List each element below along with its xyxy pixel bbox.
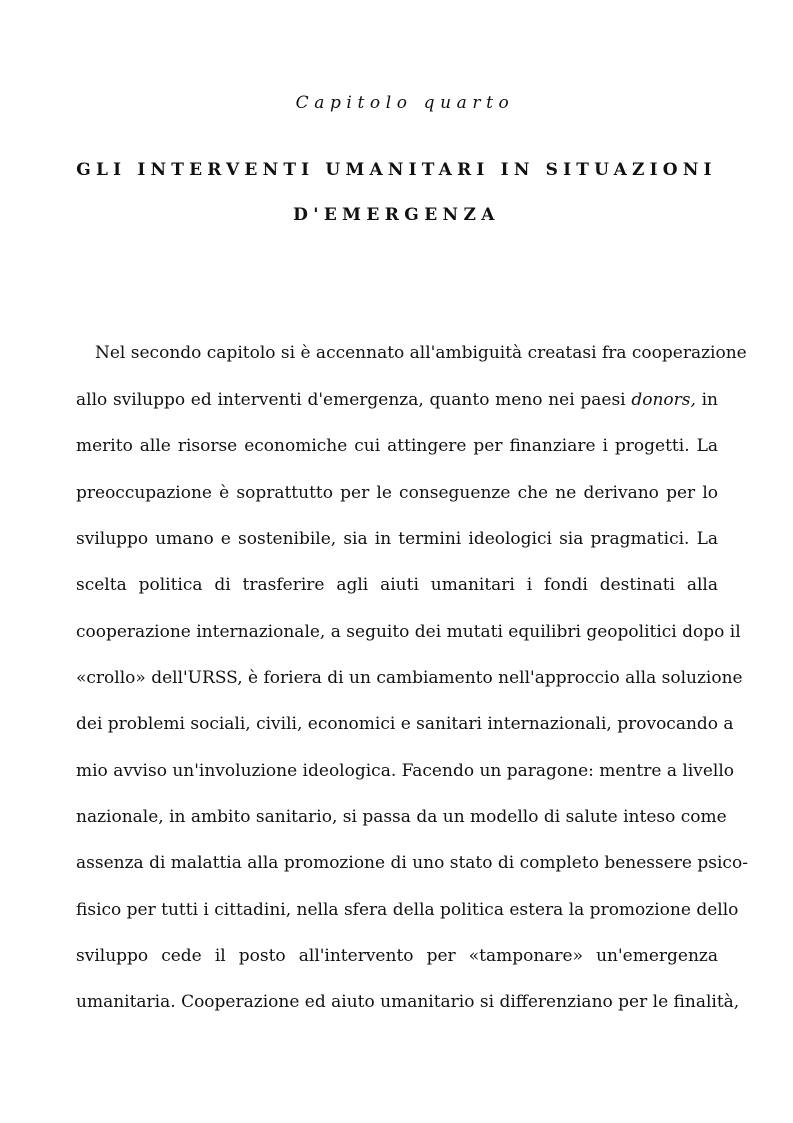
- body-line: mio avviso un'involuzione ideologica. Facendo un paragone: mentre a livello: [76, 761, 735, 781]
- body-line: «crollo» dell'URSS, è foriera di un cambiamento nell'approccio alla soluzione: [76, 668, 743, 688]
- body-line: Nel secondo capitolo si è accennato all'ambiguità creatasi fra cooperazione: [95, 343, 747, 363]
- body-line: fisico per tutti i cittadini, nella sfera della politica estera la promozione dello: [76, 900, 739, 920]
- chapter-title-line-2: D'EMERGENZA: [293, 205, 500, 225]
- body-line: sviluppo umano e sostenibile, sia in termini ideologici sia pragmatici. La: [76, 529, 718, 549]
- chapter-label: Capitolo quarto: [295, 93, 515, 113]
- chapter-title-line-1: GLI INTERVENTI UMANITARI IN SITUAZIONI: [76, 160, 717, 180]
- body-line: nazionale, in ambito sanitario, si passa da un modello di salute inteso come: [76, 807, 727, 827]
- body-line: merito alle risorse economiche cui attingere per finanziare i progetti. La: [76, 436, 718, 456]
- body-line: [76, 389, 718, 411]
- body-line: umanitaria. Cooperazione ed aiuto umanitario si differenziano per le finalità,: [76, 992, 740, 1012]
- body-line-text: allo sviluppo ed interventi d'emergenza, quanto meno nei paesi: [76, 390, 626, 410]
- body-line: assenza di malattia alla promozione di uno stato di completo benessere psico-: [76, 853, 748, 873]
- body-line: dei problemi sociali, civili, economici e sanitari internazionali, provocando a: [76, 714, 734, 734]
- body-line: preoccupazione è soprattutto per le conseguenze che ne derivano per lo: [76, 483, 718, 503]
- body-line: sviluppo cede il posto all'intervento per «tamponare» un'emergenza: [76, 946, 718, 966]
- body-line: scelta politica di trasferire agli aiuti umanitari i fondi destinati alla: [76, 575, 718, 595]
- body-line-text: in: [701, 390, 719, 410]
- italic-term-donors: donors,: [631, 390, 696, 410]
- body-line: cooperazione internazionale, a seguito dei mutati equilibri geopolitici dopo il: [76, 622, 741, 642]
